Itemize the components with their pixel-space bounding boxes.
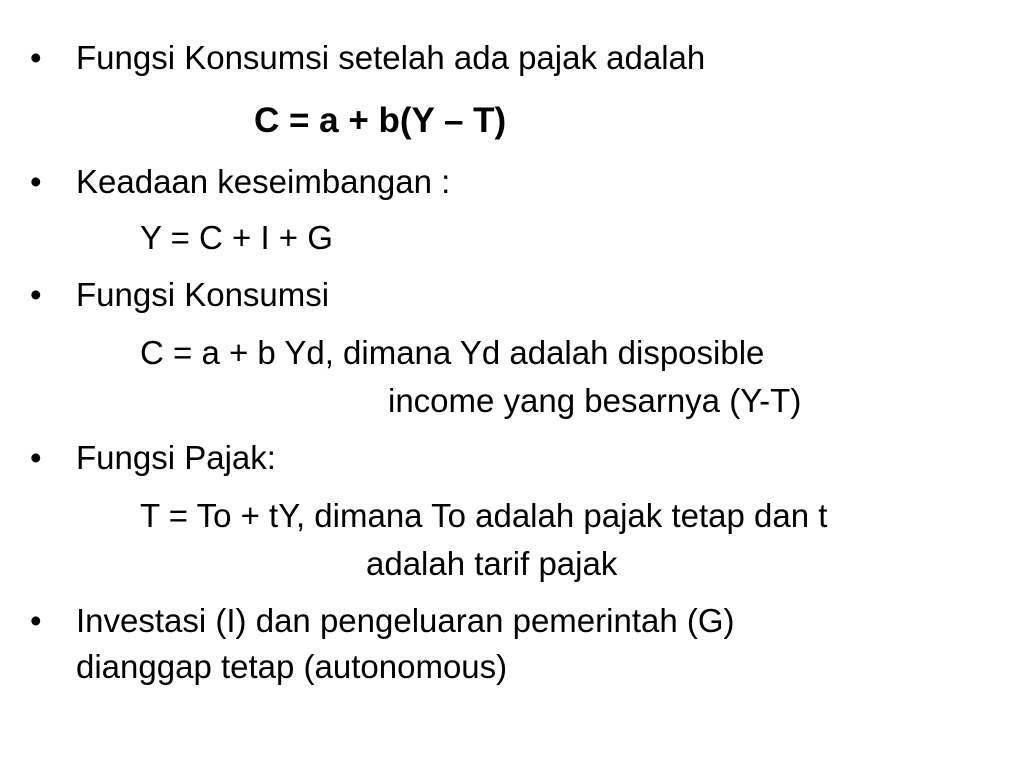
bullet-text-consumption-after-tax: Fungsi Konsumsi setelah ada pajak adalah bbox=[76, 39, 706, 76]
bullet-marker: • bbox=[30, 602, 42, 639]
formula-equilibrium: Y = C + I + G bbox=[140, 219, 333, 256]
formula-tax-function: T = To + tY, dimana To adalah pajak tetap dan t bbox=[140, 497, 828, 534]
bullet-text-equilibrium: Keadaan keseimbangan : bbox=[76, 163, 451, 200]
bullet-text-investment-government-cont: dianggap tetap (autonomous) bbox=[76, 648, 508, 685]
formula-consumption-function-cont: income yang besarnya (Y-T) bbox=[388, 382, 802, 419]
bullet-text-investment-government: Investasi (I) dan pengeluaran pemerintah (G) bbox=[76, 602, 735, 639]
formula-tax-function-cont: adalah tarif pajak bbox=[366, 545, 618, 582]
bullet-marker: • bbox=[30, 39, 42, 76]
bullet-marker: • bbox=[30, 163, 42, 200]
bullet-text-tax-function: Fungsi Pajak: bbox=[76, 439, 276, 476]
formula-consumption-with-tax: C = a + b(Y – T) bbox=[254, 101, 507, 140]
bullet-marker: • bbox=[30, 276, 42, 313]
formula-consumption-function: C = a + b Yd, dimana Yd adalah disposible bbox=[140, 334, 765, 371]
bullet-text-consumption-function: Fungsi Konsumsi bbox=[76, 276, 330, 313]
bullet-marker: • bbox=[30, 439, 42, 476]
